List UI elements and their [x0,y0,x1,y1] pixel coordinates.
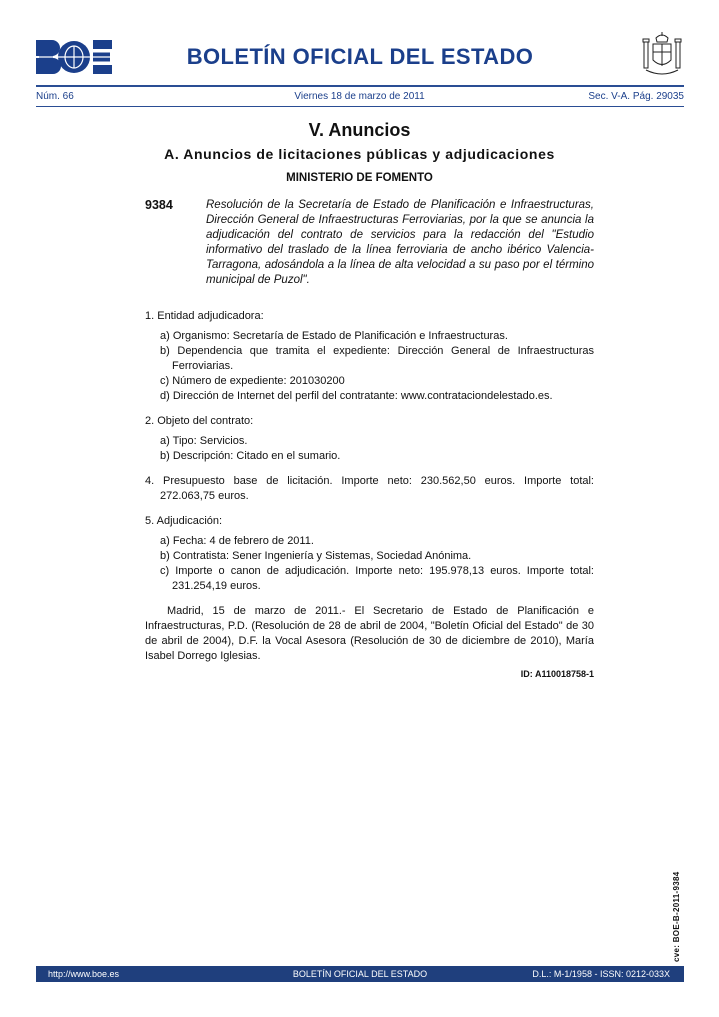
entity-heading: 1. Entidad adjudicadora: [145,310,264,322]
ministry-title: MINISTERIO DE FOMENTO [286,172,433,184]
section-title: V. Anuncios [308,120,411,140]
gazette-title: BOLETÍN OFICIAL DEL ESTADO [186,44,534,69]
issue-date: Viernes 18 de marzo de 2011 [294,91,425,102]
coat-of-arms-icon [640,30,684,78]
entity-item: d) Dirección de Internet del perfil del contratante: www.contrataciondelestado.es. [160,390,553,402]
object-item: a) Tipo: Servicios. [160,435,248,447]
entity-item: b) Dependencia que tramita el expediente: Dirección General de Infraestructuras Ferroviarias. [160,345,594,372]
document-id: ID: A110018758-1 [520,669,594,679]
award-block [145,514,594,594]
boe-logo [36,40,112,74]
award-heading: 5. Adjudicación: [145,515,223,527]
closing-signature: Madrid, 15 de marzo de 2011.- El Secretario de Estado de Planificación e Infraestructuras, P.D. (Resolución de 28 de abril de 2004, "Boletín Oficial del Estado" de 30 de abril de 2004), D.F. la Vocal Asesora (Resolución de 30 de diciembre de 2010), María Isabel Dorrego Iglesias. [145,605,594,662]
cve-code: cve: BOE-B-2011-9384 [672,871,681,962]
award-item: b) Contratista: Sener Ingeniería y Sistemas, Sociedad Anónima. [160,550,472,562]
notice-abstract: Resolución de la Secretaría de Estado de Planificación e Infraestructuras, Dirección General de Infraestructuras Ferroviarias, por la que se anuncia la adjudicación del contrato de servicios para la redacción del "Estudio informativo del traslado de la línea ferroviaria de ancho ibérico Valencia-Tarragona, adosándola a la línea de alta velocidad a su paso por el término municipal de Puzol". [206,199,594,286]
footer-url-link[interactable]: http://www.boe.es [48,969,120,979]
award-item: a) Fecha: 4 de febrero de 2011. [160,535,314,547]
entity-block [145,309,594,404]
object-block [145,414,594,464]
budget-block [145,474,594,504]
object-heading: 2. Objeto del contrato: [145,415,254,427]
subsection-title: A. Anuncios de licitaciones públicas y adjudicaciones [164,146,555,162]
award-item: c) Importe o canon de adjudicación. Importe neto: 195.978,13 euros. Importe total: 231.254,19 euros. [160,565,594,592]
footer-bar [36,966,684,982]
notice-body [145,309,594,682]
entity-item: c) Número de expediente: 201030200 [160,375,345,387]
footer-legal: D.L.: M-1/1958 - ISSN: 0212-033X [532,969,670,979]
entity-item: a) Organismo: Secretaría de Estado de Planificación e Infraestructuras. [160,330,508,342]
object-item: b) Descripción: Citado en el sumario. [160,450,341,462]
budget-text: 4. Presupuesto base de licitación. Importe neto: 230.562,50 euros. Importe total: 272.063,75 euros. [145,475,594,502]
header-rule-bottom [36,106,684,107]
issue-number: Núm. 66 [36,91,74,102]
section-page: Sec. V-A. Pág. 29035 [588,91,684,102]
header-rule-top [36,85,684,87]
notice-number: 9384 [145,198,173,212]
footer-name: BOLETÍN OFICIAL DEL ESTADO [292,969,428,979]
